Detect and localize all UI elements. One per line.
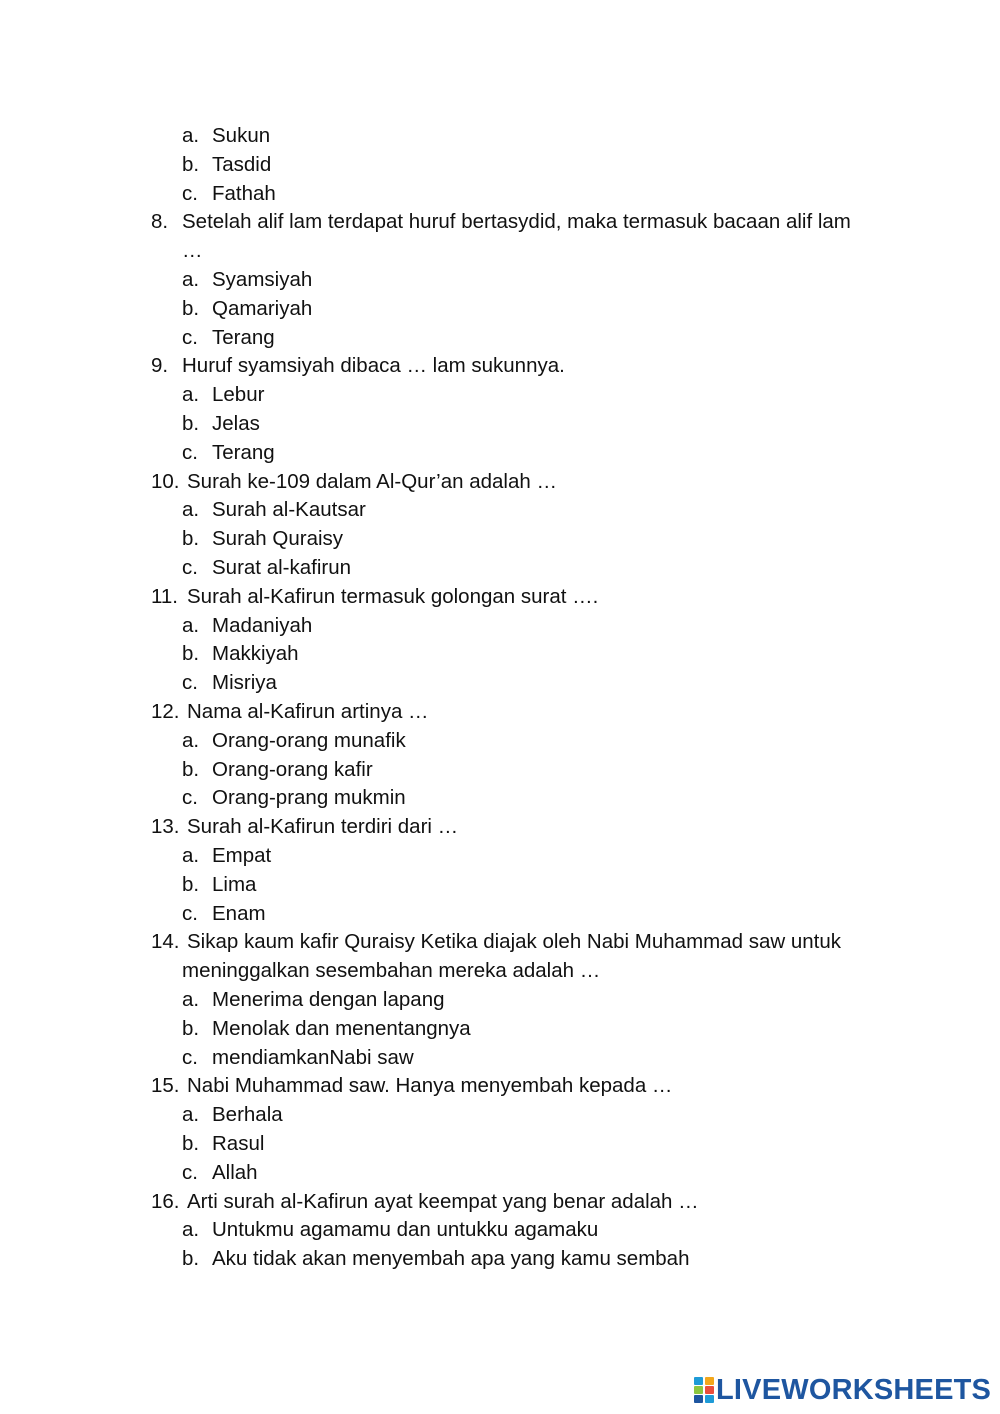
option-text: Makkiyah [212, 642, 299, 666]
liveworksheets-logo[interactable] [694, 1375, 991, 1405]
answer-option[interactable] [0, 783, 1000, 812]
question-number: 14. [151, 930, 180, 954]
answer-option[interactable] [0, 179, 1000, 208]
option-letter: b. [182, 872, 200, 896]
answer-option[interactable] [0, 524, 1000, 553]
answer-option[interactable] [0, 265, 1000, 294]
option-text: Tasdid [212, 152, 272, 176]
answer-option[interactable] [0, 1100, 1000, 1129]
option-letter: a. [182, 1103, 200, 1127]
question-line: … [182, 239, 203, 263]
option-letter: c. [182, 181, 198, 205]
answer-option[interactable] [0, 294, 1000, 323]
question-number: 12. [151, 700, 180, 723]
question-text [0, 582, 1000, 611]
answer-option[interactable] [0, 150, 1000, 179]
option-letter: a. [182, 728, 200, 752]
option-letter: b. [182, 642, 200, 666]
option-text: Surah al-Kautsar [212, 498, 366, 522]
option-letter: c. [182, 671, 198, 695]
option-letter: b. [182, 757, 200, 781]
question-text [0, 1187, 1000, 1216]
option-letter: c. [182, 440, 198, 464]
option-letter: b. [182, 152, 200, 176]
option-text: Surah Quraisy [212, 527, 344, 551]
answer-option[interactable] [0, 1158, 1000, 1187]
question-line: meninggalkan sesembahan mereka adalah … [182, 959, 601, 983]
question-line: Setelah alif lam terdapat huruf bertasydid, maka termasuk bacaan alif lam [182, 210, 851, 234]
answer-option[interactable] [0, 726, 1000, 755]
question-text [0, 927, 1000, 956]
option-text: Enam [212, 901, 266, 925]
question-number: 10. [151, 469, 180, 493]
question-line: Arti surah al-Kafirun ayat keempat yang benar adalah … [187, 1189, 699, 1213]
answer-option[interactable] [0, 495, 1000, 524]
question-line: Nabi Muhammad saw. Hanya menyembah kepada … [187, 1074, 673, 1098]
question-number: 16. [151, 1189, 180, 1213]
logo-text: LIVEWORKSHEETS [716, 1374, 992, 1406]
answer-option[interactable] [0, 1014, 1000, 1043]
question-number: 8. [151, 210, 169, 234]
answer-option[interactable] [0, 870, 1000, 899]
option-letter: a. [182, 613, 200, 637]
option-letter: a. [182, 498, 200, 522]
question-number: 15. [151, 1074, 180, 1098]
option-letter: a. [182, 268, 200, 291]
option-text: Orang-orang munafik [212, 728, 406, 752]
question-text [0, 467, 1000, 496]
option-text: Berhala [212, 1103, 283, 1127]
option-letter: a. [182, 124, 200, 147]
option-text: mendiamkanNabi saw [212, 1045, 414, 1069]
option-letter: a. [182, 844, 200, 867]
option-letter: a. [182, 988, 200, 1011]
option-text: Untukmu agamamu dan untukku agamaku [212, 1218, 599, 1242]
question-text [0, 812, 1000, 841]
option-text: Terang [212, 440, 275, 464]
option-text: Fathah [212, 181, 276, 205]
answer-option[interactable] [0, 841, 1000, 870]
question-line: Huruf syamsiyah dibaca … lam sukunnya. [182, 354, 565, 378]
option-text: Aku tidak akan menyembah apa yang kamu sembah [212, 1247, 690, 1271]
question-number: 9. [151, 354, 169, 378]
answer-option[interactable] [0, 755, 1000, 784]
answer-option[interactable] [0, 1129, 1000, 1158]
question-text-continued [0, 236, 1000, 265]
option-text: Terang [212, 325, 275, 349]
answer-option[interactable] [0, 409, 1000, 438]
answer-option[interactable] [0, 1215, 1000, 1244]
option-text: Orang-orang kafir [212, 757, 373, 781]
option-letter: b. [182, 1132, 200, 1155]
option-letter: c. [182, 1045, 198, 1069]
option-text: Syamsiyah [212, 268, 313, 291]
question-line: Surah al-Kafirun termasuk golongan surat …. [187, 584, 599, 608]
option-text: Menerima dengan lapang [212, 988, 445, 1011]
option-letter: b. [182, 1247, 200, 1271]
option-letter: c. [182, 901, 198, 925]
question-text [0, 697, 1000, 726]
answer-option[interactable] [0, 985, 1000, 1014]
answer-option[interactable] [0, 121, 1000, 150]
option-text: Lima [212, 872, 257, 896]
answer-option[interactable] [0, 553, 1000, 582]
option-letter: b. [182, 527, 200, 551]
option-text: Surat al-kafirun [212, 556, 352, 579]
option-letter: c. [182, 556, 198, 579]
option-text: Sukun [212, 124, 271, 147]
question-line: Sikap kaum kafir Quraisy Ketika diajak oleh Nabi Muhammad saw untuk [187, 930, 842, 954]
option-text: Orang-prang mukmin [212, 786, 406, 810]
option-letter: b. [182, 412, 200, 435]
question-line: Surah al-Kafirun terdiri dari … [187, 815, 459, 839]
option-letter: c. [182, 1160, 198, 1184]
option-text: Rasul [212, 1132, 265, 1155]
question-line: Nama al-Kafirun artinya … [187, 700, 429, 723]
option-letter: b. [182, 296, 200, 320]
answer-option[interactable] [0, 438, 1000, 467]
answer-option[interactable] [0, 611, 1000, 640]
question-text [0, 1071, 1000, 1100]
question-number: 13. [151, 815, 180, 839]
option-text: Allah [212, 1160, 258, 1184]
option-text: Misriya [212, 671, 277, 695]
option-text: Empat [212, 844, 272, 867]
option-letter: c. [182, 786, 198, 810]
option-letter: a. [182, 383, 200, 407]
answer-option[interactable] [0, 899, 1000, 928]
option-letter: b. [182, 1016, 200, 1040]
question-text [0, 207, 1000, 236]
answer-option[interactable] [0, 380, 1000, 409]
option-text: Jelas [212, 412, 260, 435]
question-number: 11. [151, 584, 178, 608]
option-text: Madaniyah [212, 613, 313, 637]
answer-option[interactable] [0, 323, 1000, 352]
option-text: Qamariyah [212, 296, 313, 320]
option-letter: c. [182, 325, 198, 349]
question-text-continued [0, 956, 1000, 985]
question-line: Surah ke-109 dalam Al-Qur’an adalah … [187, 469, 557, 493]
option-letter: a. [182, 1218, 200, 1242]
answer-option[interactable] [0, 1043, 1000, 1072]
option-text: Menolak dan menentangnya [212, 1016, 471, 1040]
answer-option[interactable] [0, 639, 1000, 668]
answer-option[interactable] [0, 1244, 1000, 1273]
option-text: Lebur [212, 383, 265, 407]
liveworksheets-logo-icon [694, 1377, 714, 1403]
answer-option[interactable] [0, 668, 1000, 697]
question-text [0, 351, 1000, 380]
